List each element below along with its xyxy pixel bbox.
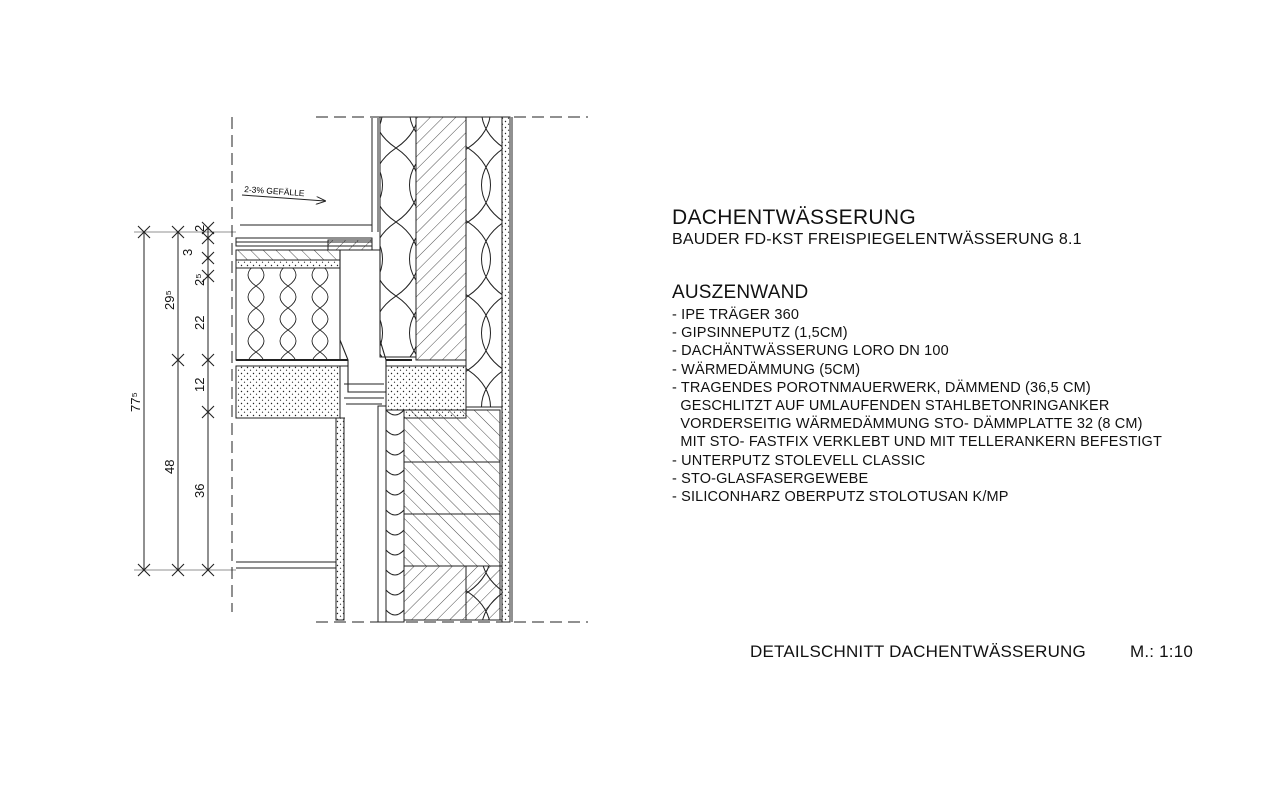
legend-subtitle: BAUDER FD-KST FREISPIEGELENTWÄSSERUNG 8.1 [672,231,1082,248]
legend-item: VORDERSEITIG WÄRMEDÄMMUNG STO- DÄMMPLATTE 32 (8 CM) [672,416,1143,433]
dimension-lines [134,222,236,576]
drawing-title: DETAILSCHNITT DACHENTWÄSSERUNG [750,642,1086,661]
slope-label: 2-3% GEFÄLLE [243,184,305,199]
dim-slab: 12 [192,377,207,392]
dim-layer-2-5: 2⁵ [192,273,207,286]
wall-plaster [378,406,404,622]
legend-item: - SILICONHARZ OBERPUTZ STOLOTUSAN K/MP [672,489,1009,506]
legend-item: - TRAGENDES POROTNMAUERWERK, DÄMMEND (36,5 CM) [672,379,1091,396]
legend-item: - IPE TRÄGER 360 [672,307,800,323]
dimension-labels [128,225,207,498]
drain-pipe [340,250,386,404]
legend-item: - DACHÄNTWÄSSERUNG LORO DN 100 [672,343,949,360]
parapet-inner [240,118,378,232]
ipe-beam [236,418,344,620]
legend-title: DACHENTWÄSSERUNG [672,206,916,229]
legend-item: MIT STO- FASTFIX VERKLEBT UND MIT TELLERANKERN BEFESTIGT [672,434,1162,451]
dim-layer-3: 3 [180,248,195,256]
dim-wall-lower: 48 [162,459,177,474]
legend-list [672,306,1252,506]
legend-item: - WÄRMEDÄMMUNG (5CM) [672,361,861,378]
upturn-insulation [380,117,416,360]
legend [672,206,1252,506]
render-layers [502,117,512,622]
dim-lintel: 36 [192,483,207,498]
legend-item: - UNTERPUTZ STOLEVELL CLASSIC [672,452,926,469]
dim-layer-2: 2 [192,224,207,232]
slope-indicator [242,184,325,201]
legend-item: - STO-GLASFASERGEWEBE [672,470,869,487]
dim-total: 77⁵ [128,392,143,412]
legend-item: GESCHLITZT AUF UMLAUFENDEN STAHLBETONRINGANKER [672,398,1110,415]
dim-roof-package: 29⁵ [162,290,177,310]
legend-section-title: AUSZENWAND [672,282,809,303]
legend-item: - GIPSINNEPUTZ (1,5CM) [672,325,848,342]
drawing-scale: M.: 1:10 [1130,642,1194,661]
dim-insulation: 22 [192,315,207,330]
